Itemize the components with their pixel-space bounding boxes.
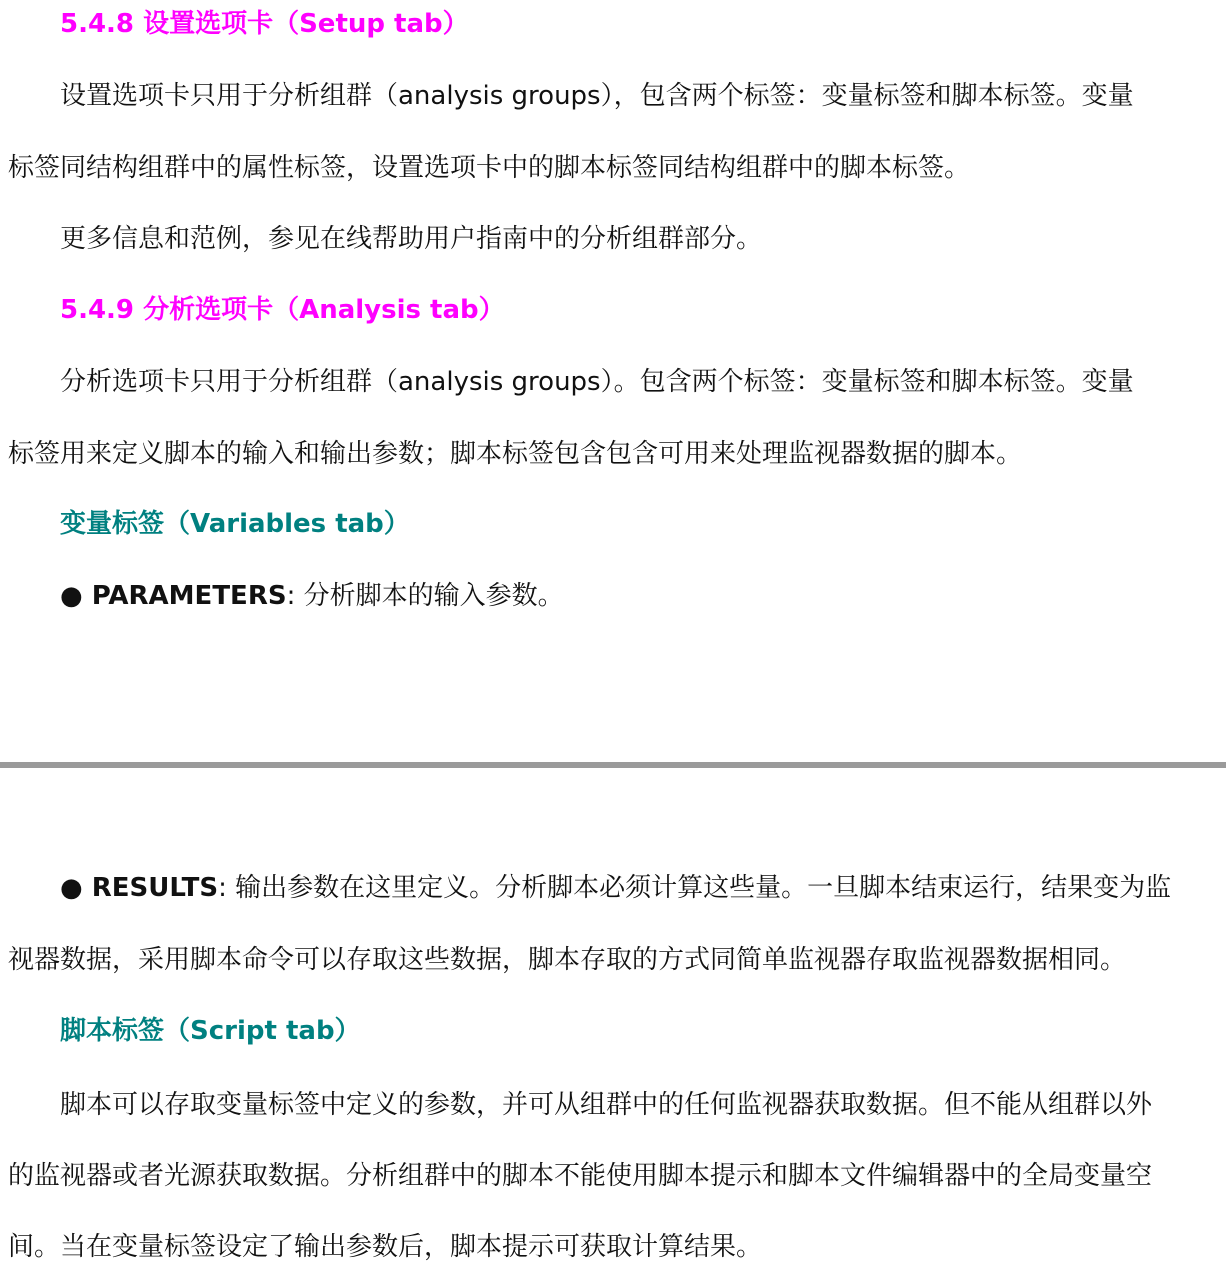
script-tab-paragraph-line-2: 的监视器或者光源获取数据。分析组群中的脚本不能使用脚本提示和脚本文件编辑器中的全局变量空 — [8, 1161, 1153, 1191]
variables-tab-heading: 变量标签（Variables tab） — [60, 509, 410, 539]
script-tab-paragraph-line-1: 脚本可以存取变量标签中定义的参数，并可从组群中的任何监视器获取数据。但不能从组群以外 — [60, 1090, 1153, 1120]
parameters-bullet-item — [60, 578, 564, 614]
results-description-line-1: : 输出参数在这里定义。分析脚本必须计算这些量。一旦脚本结束运行，结果变为监 — [218, 873, 1172, 903]
script-tab-paragraph-line-3: 间。当在变量标签设定了输出参数后，脚本提示可获取计算结果。 — [8, 1232, 763, 1262]
results-description-line-2: 视器数据，采用脚本命令可以存取这些数据，脚本存取的方式同简单监视器存取监视器数据相同。 — [8, 945, 1127, 975]
results-term: RESULTS — [91, 873, 219, 903]
page-divider — [0, 762, 1226, 768]
parameters-term: PARAMETERS — [91, 581, 287, 611]
analysis-tab-heading: 5.4.9 分析选项卡（Analysis tab） — [60, 295, 505, 325]
parameters-description: : 分析脚本的输入参数。 — [286, 581, 564, 611]
setup-tab-heading: 5.4.8 设置选项卡（Setup tab） — [60, 9, 469, 39]
script-tab-heading: 脚本标签（Script tab） — [60, 1016, 361, 1046]
results-bullet-item — [60, 870, 1171, 906]
analysis-tab-paragraph-line-2: 标签用来定义脚本的输入和输出参数；脚本标签包含包含可用来处理监视器数据的脚本。 — [8, 439, 1023, 469]
setup-tab-more-info: 更多信息和范例，参见在线帮助用户指南中的分析组群部分。 — [60, 224, 763, 254]
setup-tab-paragraph-line-2: 标签同结构组群中的属性标签，设置选项卡中的脚本标签同结构组群中的脚本标签。 — [8, 153, 971, 183]
bullet-icon: ● — [60, 873, 92, 903]
bullet-icon: ● — [60, 581, 92, 611]
analysis-tab-paragraph-line-1: 分析选项卡只用于分析组群（analysis groups）。包含两个标签：变量标签和脚本标签。变量 — [60, 367, 1134, 397]
setup-tab-paragraph-line-1: 设置选项卡只用于分析组群（analysis groups），包含两个标签：变量标签和脚本标签。变量 — [60, 81, 1134, 111]
